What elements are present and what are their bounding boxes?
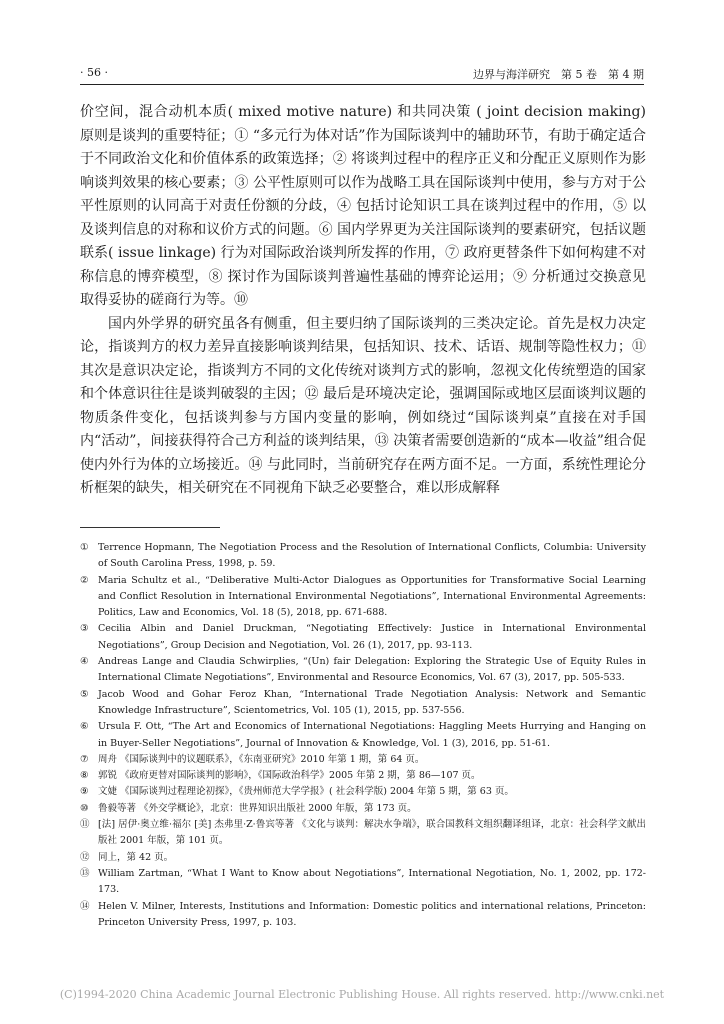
footnote xyxy=(80,784,646,800)
footnote-number: ⑦ xyxy=(80,753,89,765)
footnote-text: Cecilia Albin and Daniel Druckman, “Negotiating Effectively: Justice in International Environmental Negotiations”, Group Decision and Negotiation, Vol. 26 (1), 2017, pp. 93-113. xyxy=(98,623,646,651)
footnote-number: ⑤ xyxy=(80,688,89,700)
footnote-text: 周舟 《国际谈判中的议题联系》，《东南亚研究》2010 年第 1 期，第 64 页。 xyxy=(98,753,425,765)
footnote-number: ⑪ xyxy=(80,819,90,831)
footnote-number: ③ xyxy=(80,623,89,635)
footnote xyxy=(80,752,646,768)
footnote-number: ④ xyxy=(80,656,89,668)
copyright-watermark: (C)1994-2020 China Academic Journal Electronic Publishing House. All rights reserved. http://www.cnki.net xyxy=(59,988,665,1001)
footnote-text: Maria Schultz et al., “Deliberative Multi-Actor Dialogues as Opportunities for Transformative Social Learning and Conflict Resolution in International Environmental Negotiations”, International Environmental Agreements: Politics, Law and Economics, Vol. 18 (5), 2018, pp. 671-688. xyxy=(98,574,646,619)
footnote-number: ② xyxy=(80,574,89,586)
paragraph: 价空间，混合动机本质( mixed motive nature) 和共同决策 ( joint decision making) 原则是谈判的重要特征；① “多元行为体对话”作为国际谈判中的辅助环节，有助于确定适合于不同政治文化和价值体系的政策选择；② 将谈判过程中的程序正义和分配正义原则作为影响谈判效果的核心要素；③ 公平性原则可以作为战略工具在国际谈判中使用，参与方对于公平性原则的认同高于对责任份额的分歧，④ 包括讨论知识工具在谈判过程中的作用，⑤ 以及谈判信息的对称和议价方式的问题。⑥ 国内学界更为关注国际谈判的要素研究，包括议题联系( issue linkage) 行为对国际政治谈判所发挥的作用，⑦ 政府更替条件下如何构建不对称信息的博弈模型，⑧ 探讨作为国际谈判普遍性基础的博弈论运用；⑨ 分析通过交换意见取得妥协的磋商行为等。⑩ xyxy=(80,104,646,308)
footnote-text: Terrence Hopmann, The Negotiation Process and the Resolution of International Conflicts, Columbia: University of South Carolina Press, 1998, p. 59. xyxy=(98,542,646,570)
paragraph: 国内外学界的研究虽各有侧重，但主要归纳了国际谈判的三类决定论。首先是权力决定论，指谈判方的权力差异直接影响谈判结果，包括知识、技术、话语、规制等隐性权力；⑪ 其次是意识决定论，指谈判方不同的文化传统对谈判方式的影响，忽视文化传统塑造的国家和个体意识往往是谈判破裂的主因；⑫ 最后是环境决定论，强调国际或地区层面谈判议题的物质条件变化，包括谈判参与方国内变量的影响，例如绕过“国际谈判桌”直接在对手国内“活动”，间接获得符合己方利益的谈判结果，⑬ 决策者需要创造新的“成本—收益”组合促使内外行为体的立场接近。⑭ 与此同时，当前研究存在两方面不足。一方面，系统性理论分析框架的缺失，相关研究在不同视角下缺乏必要整合，难以形成解释 xyxy=(80,315,646,496)
footnote-text: Helen V. Milner, Interests, Institutions and Information: Domestic politics and international relations, Princeton: Princeton University Press, 1997, p. 103. xyxy=(98,900,646,928)
footnote xyxy=(80,899,646,932)
footnote xyxy=(80,654,646,687)
body-text xyxy=(80,101,646,501)
footnote-text: 鲁毅等著 《外交学概论》，北京：世界知识出版社 2000 年版，第 173 页。 xyxy=(98,802,417,814)
footnote-number: ⑩ xyxy=(80,802,89,814)
footnote xyxy=(80,540,646,573)
footnote-text: 郭锐 《政府更替对国际谈判的影响》，《国际政治科学》2005 年第 2 期，第 86—107 页。 xyxy=(98,770,481,782)
footnote xyxy=(80,687,646,720)
footnote xyxy=(80,768,646,784)
page-number: · 56 · xyxy=(80,66,108,79)
footnote-text: Jacob Wood and Gohar Feroz Khan, “International Trade Negotiation Analysis: Network and Semantic Knowledge Infrastructure”, Scientometrics, Vol. 105 (1), 2015, pp. 537-556. xyxy=(98,688,646,716)
footnote-text: Ursula F. Ott, “The Art and Economics of International Negotiations: Haggling Meets Hurrying and Hanging on in Buyer-Seller Negotiations”, Journal of Innovation & Knowledge, Vol. 1 (3), 2016, pp. 51-61. xyxy=(98,721,646,749)
footnote-number: ⑥ xyxy=(80,721,89,733)
footnote-text: 文婕 《国际谈判过程理论初探》，《贵州师范大学学报》( 社会科学版) 2004 年第 5 期，第 63 页。 xyxy=(98,786,514,798)
footnote-number: ⑫ xyxy=(80,851,90,863)
footnote xyxy=(80,801,646,817)
footnote-rule xyxy=(80,527,220,528)
footnote xyxy=(80,817,646,850)
footnote-number: ⑬ xyxy=(80,867,90,879)
running-header xyxy=(80,66,644,84)
header-rule xyxy=(80,84,644,85)
footnote xyxy=(80,573,646,622)
footnote-text: William Zartman, “What I Want to Know about Negotiations”, International Negotiation, No. 1, 2002, pp. 172-173. xyxy=(98,867,646,896)
footnote-number: ⑨ xyxy=(80,786,89,798)
footnote-number: ⑭ xyxy=(80,900,90,912)
footnote xyxy=(80,866,646,899)
footnotes xyxy=(80,540,646,931)
journal-info: 边界与海洋研究 第 5 卷 第 4 期 xyxy=(473,68,644,81)
footnote xyxy=(80,719,646,752)
footnote-text: Andreas Lange and Claudia Schwirplies, “(Un) fair Delegation: Exploring the Strategic Use of Equity Rules in International Climate Negotiations”, Environmental and Resource Economics, Vol. 67 (3), 2017, pp. 505-533. xyxy=(98,656,646,684)
footnote xyxy=(80,850,646,866)
footnote-number: ① xyxy=(80,542,89,553)
footnote-text: [法] 居伊·奥立维·福尔 [美] 杰弗里·Z·鲁宾等著 《文化与谈判：解决水争端》，联合国教科文组织翻译组译，北京：社会科学文献出版社 2001 年版，第 101 页。 xyxy=(98,819,646,847)
footnote-number: ⑧ xyxy=(80,770,89,782)
footnote xyxy=(80,621,646,654)
footnote-text: 同上，第 42 页。 xyxy=(98,851,174,863)
